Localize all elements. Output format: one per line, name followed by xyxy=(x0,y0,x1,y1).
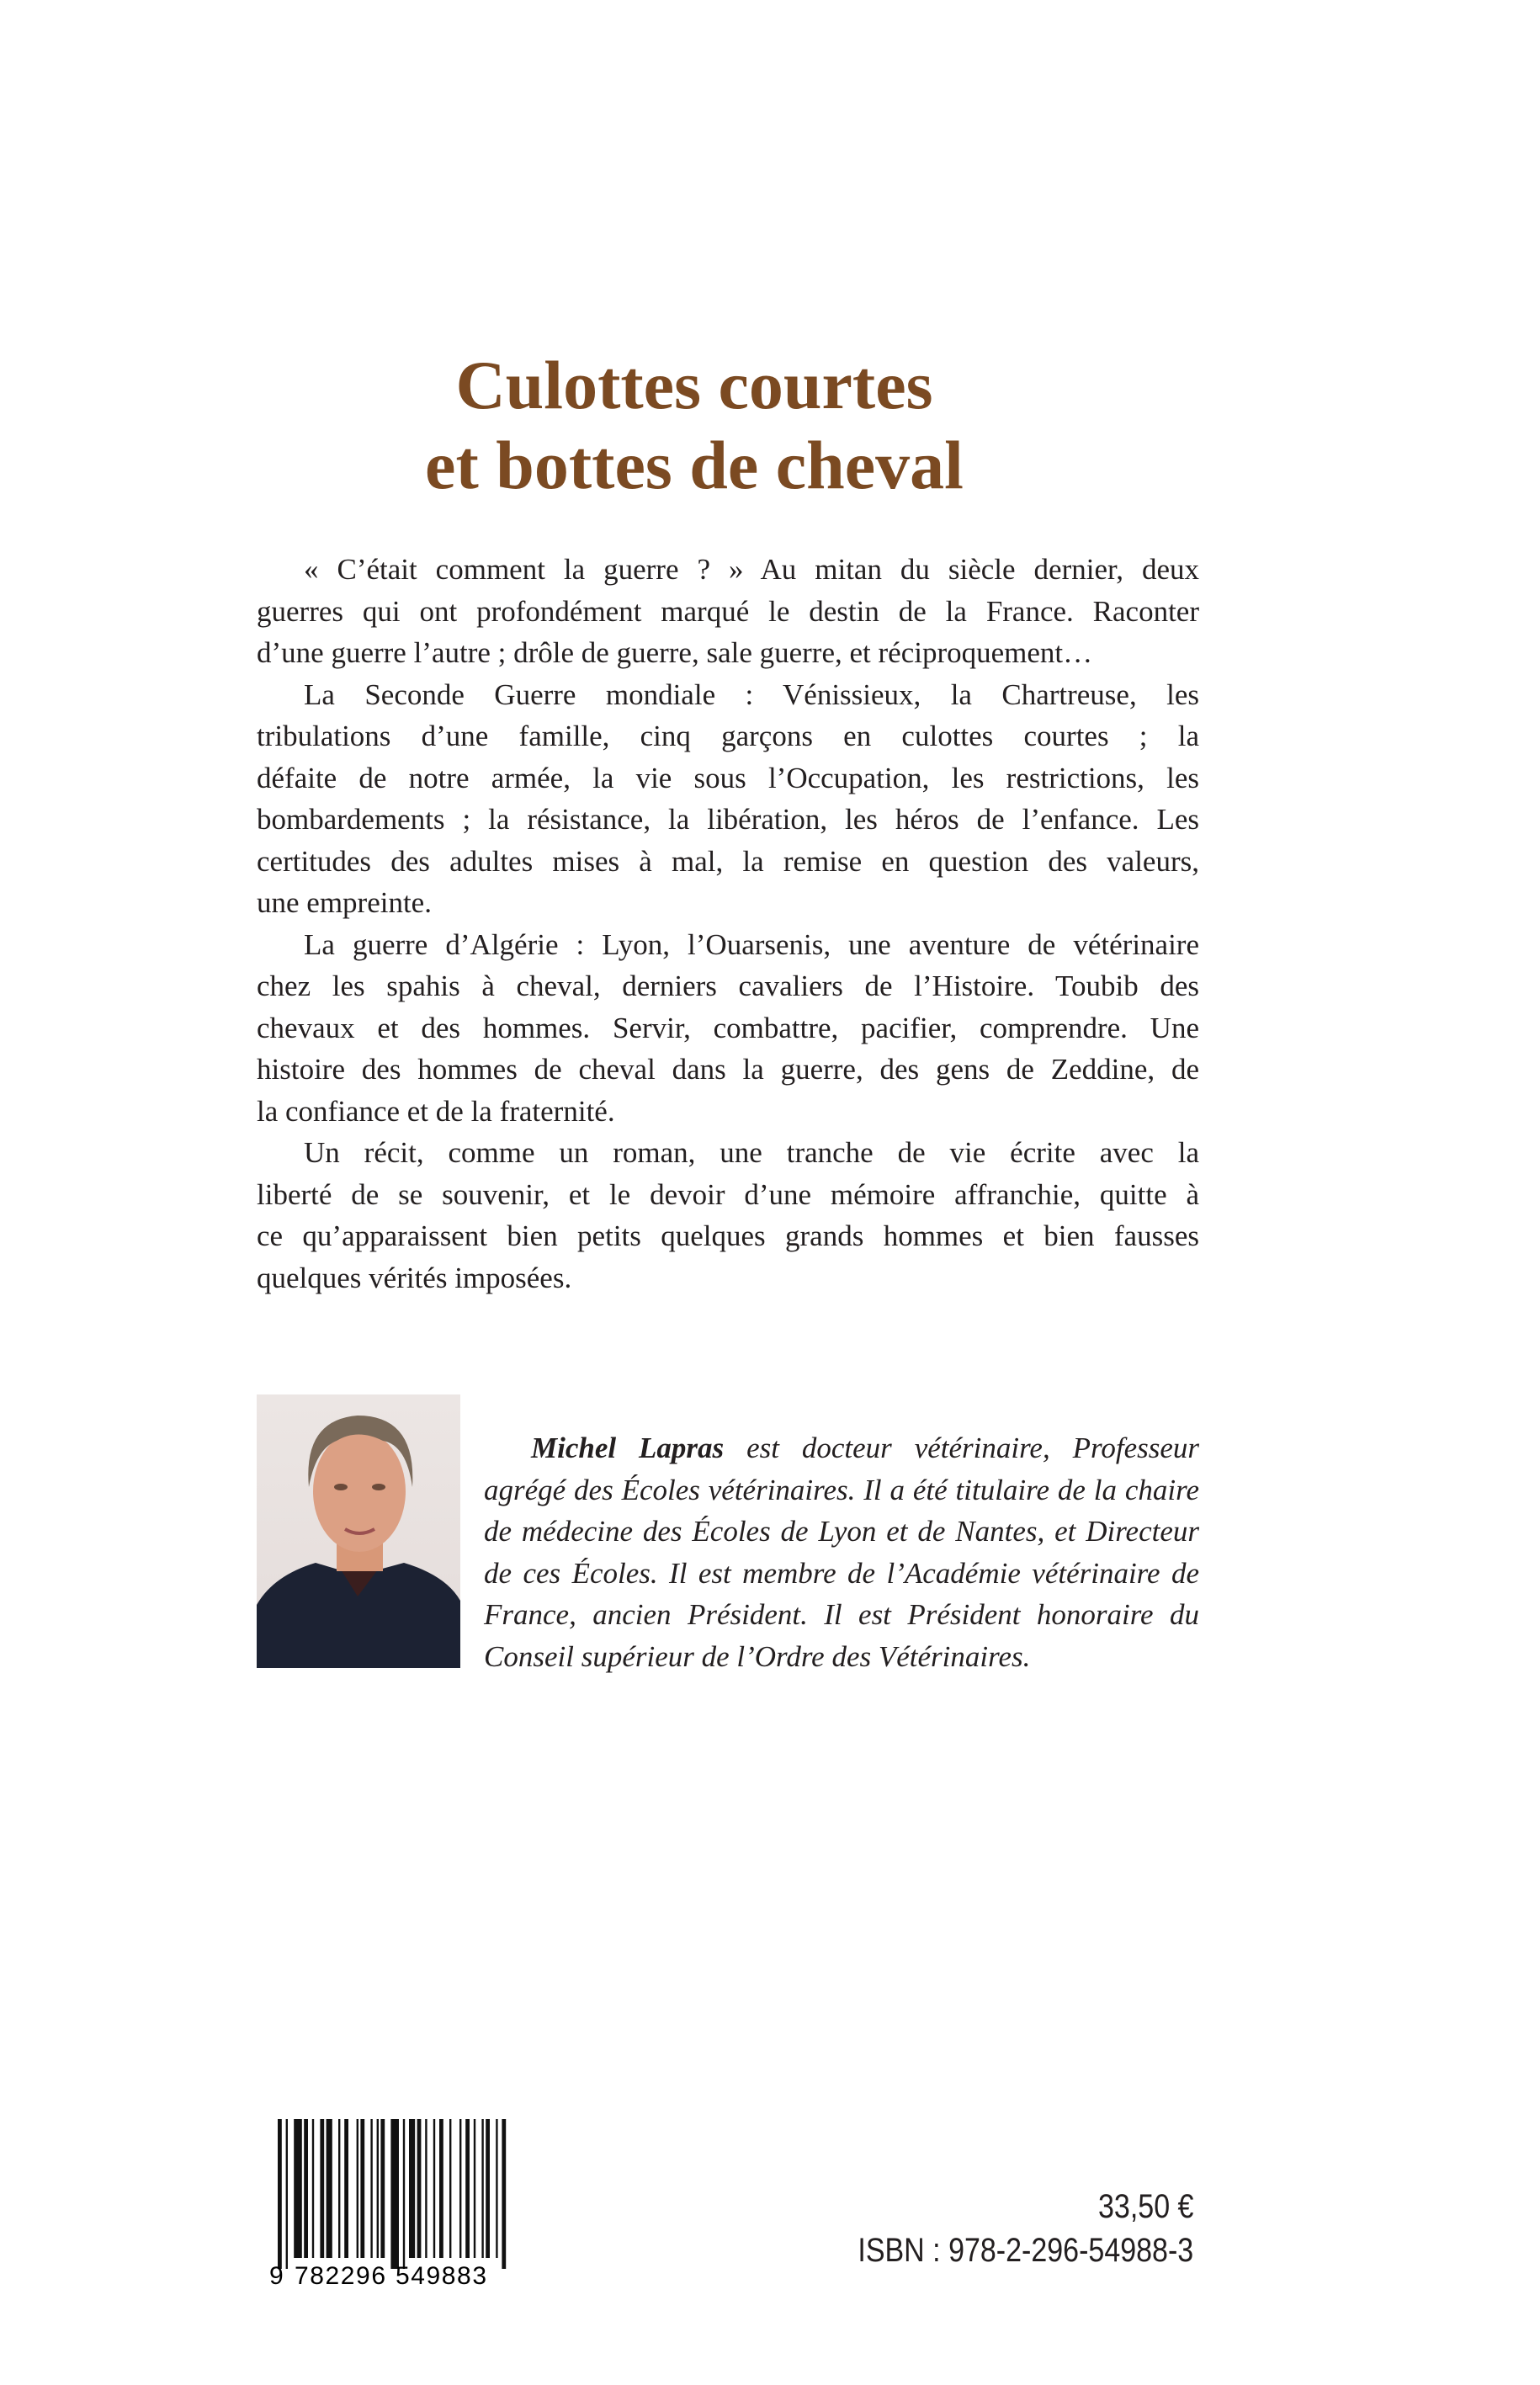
barcode-bar xyxy=(370,2119,372,2258)
author-photo xyxy=(257,1394,460,1668)
barcode-bar xyxy=(496,2119,497,2258)
blurb-line: la confiance et de la fraternité. xyxy=(257,1094,615,1128)
blurb-line: chevaux et des hommes. Servir, combattre, pacifier, comprendre. Une xyxy=(257,1011,1199,1044)
barcode-bar xyxy=(380,2119,385,2258)
blurb-line: une empreinte. xyxy=(257,886,432,919)
author-bio xyxy=(484,1427,1199,1677)
barcode-bar xyxy=(357,2119,358,2258)
bio-line: est docteur vétérinaire, Professeur xyxy=(724,1432,1199,1464)
author-name: Michel Lapras xyxy=(531,1432,725,1464)
barcode-bar xyxy=(304,2119,308,2258)
barcode-bar xyxy=(294,2119,302,2258)
barcode-digits-right: 549883 xyxy=(396,2262,486,2287)
isbn-barcode xyxy=(269,2119,513,2287)
barcode-bar xyxy=(409,2119,415,2258)
blurb-line: tribulations d’une famille, cinq garçons en culottes courtes ; la xyxy=(257,720,1199,752)
bio-line: de médecine des Écoles de Lyon et de Nantes, et Directeur xyxy=(484,1515,1199,1548)
barcode-bar xyxy=(474,2119,475,2258)
barcode-bar xyxy=(278,2119,282,2269)
barcode-bar xyxy=(459,2119,461,2258)
barcode-bar xyxy=(481,2119,483,2258)
barcode-bar xyxy=(338,2119,340,2258)
blurb-line: « C’était comment la guerre ? » Au mitan du siècle dernier, deux xyxy=(304,553,1199,586)
barcode-bar xyxy=(390,2119,399,2269)
blurb-line: bombardements ; la résistance, la libération, les héros de l’enfance. Les xyxy=(257,803,1199,836)
barcode-bar xyxy=(439,2119,443,2258)
bio-line: agrégé des Écoles vétérinaires. Il a été titulaire de la chaire xyxy=(484,1473,1199,1506)
barcode-bar xyxy=(486,2119,490,2258)
bio-line: Conseil supérieur de l’Ordre des Vétérinaires. xyxy=(484,1639,1031,1673)
price: 33,50 € xyxy=(1097,2188,1193,2225)
bio-line: de ces Écoles. Il est membre de l’Académie vétérinaire de xyxy=(484,1556,1199,1590)
blurb xyxy=(257,549,1199,1299)
barcode-bar xyxy=(465,2119,470,2258)
blurb-line: La guerre d’Algérie : Lyon, l’Ouarsenis, une aventure de vétérinaire xyxy=(304,927,1199,961)
blurb-line: liberté de se souvenir, et le devoir d’une mémoire affranchie, quitte à xyxy=(257,1177,1199,1211)
barcode-bar xyxy=(425,2119,427,2258)
blurb-line: Un récit, comme un roman, une tranche de vie écrite avec la xyxy=(304,1136,1199,1169)
blurb-line: La Seconde Guerre mondiale : Vénissieux, la Chartreuse, les xyxy=(304,677,1199,711)
barcode-digits-left: 782296 xyxy=(295,2262,385,2287)
barcode-digit-first: 9 xyxy=(269,2262,284,2287)
blurb-line: certitudes des adultes mises à mal, la remise en question des valeurs, xyxy=(257,844,1199,878)
barcode-bar xyxy=(312,2119,314,2258)
barcode-bar xyxy=(449,2119,451,2258)
book-title-line-1: Culottes courtes xyxy=(455,347,933,423)
bio-line: France, ancien Président. Il est Président honoraire du xyxy=(484,1598,1199,1631)
blurb-line: histoire des hommes de cheval dans la guerre, des gens de Zeddine, de xyxy=(257,1053,1199,1086)
blurb-line: d’une guerre l’autre ; drôle de guerre, sale guerre, et réciproquement… xyxy=(257,636,1093,669)
book-title-line-2: et bottes de cheval xyxy=(425,427,964,503)
blurb-line: chez les spahis à cheval, derniers cavaliers de l’Histoire. Toubib des xyxy=(257,969,1199,1002)
blurb-line: quelques vérités imposées. xyxy=(257,1261,572,1294)
barcode-bar xyxy=(320,2119,324,2258)
barcode-bar xyxy=(377,2119,379,2258)
isbn: ISBN : 978-2-296-54988-3 xyxy=(858,2232,1193,2269)
blurb-line: ce qu’apparaissent bien petits quelques grands hommes et bien fausses xyxy=(257,1219,1199,1252)
barcode-bar xyxy=(433,2119,435,2258)
blurb-line: défaite de notre armée, la vie sous l’Occupation, les restrictions, les xyxy=(257,761,1199,794)
barcode-bar xyxy=(417,2119,422,2258)
barcode-bar xyxy=(502,2119,506,2269)
blurb-line: guerres qui ont profondément marqué le destin de la France. Raconter xyxy=(257,594,1199,628)
barcode-bar xyxy=(344,2119,348,2258)
barcode-bar xyxy=(327,2119,332,2258)
barcode-bar xyxy=(403,2119,405,2269)
barcode-bar xyxy=(360,2119,364,2258)
barcode-bar xyxy=(286,2119,288,2269)
